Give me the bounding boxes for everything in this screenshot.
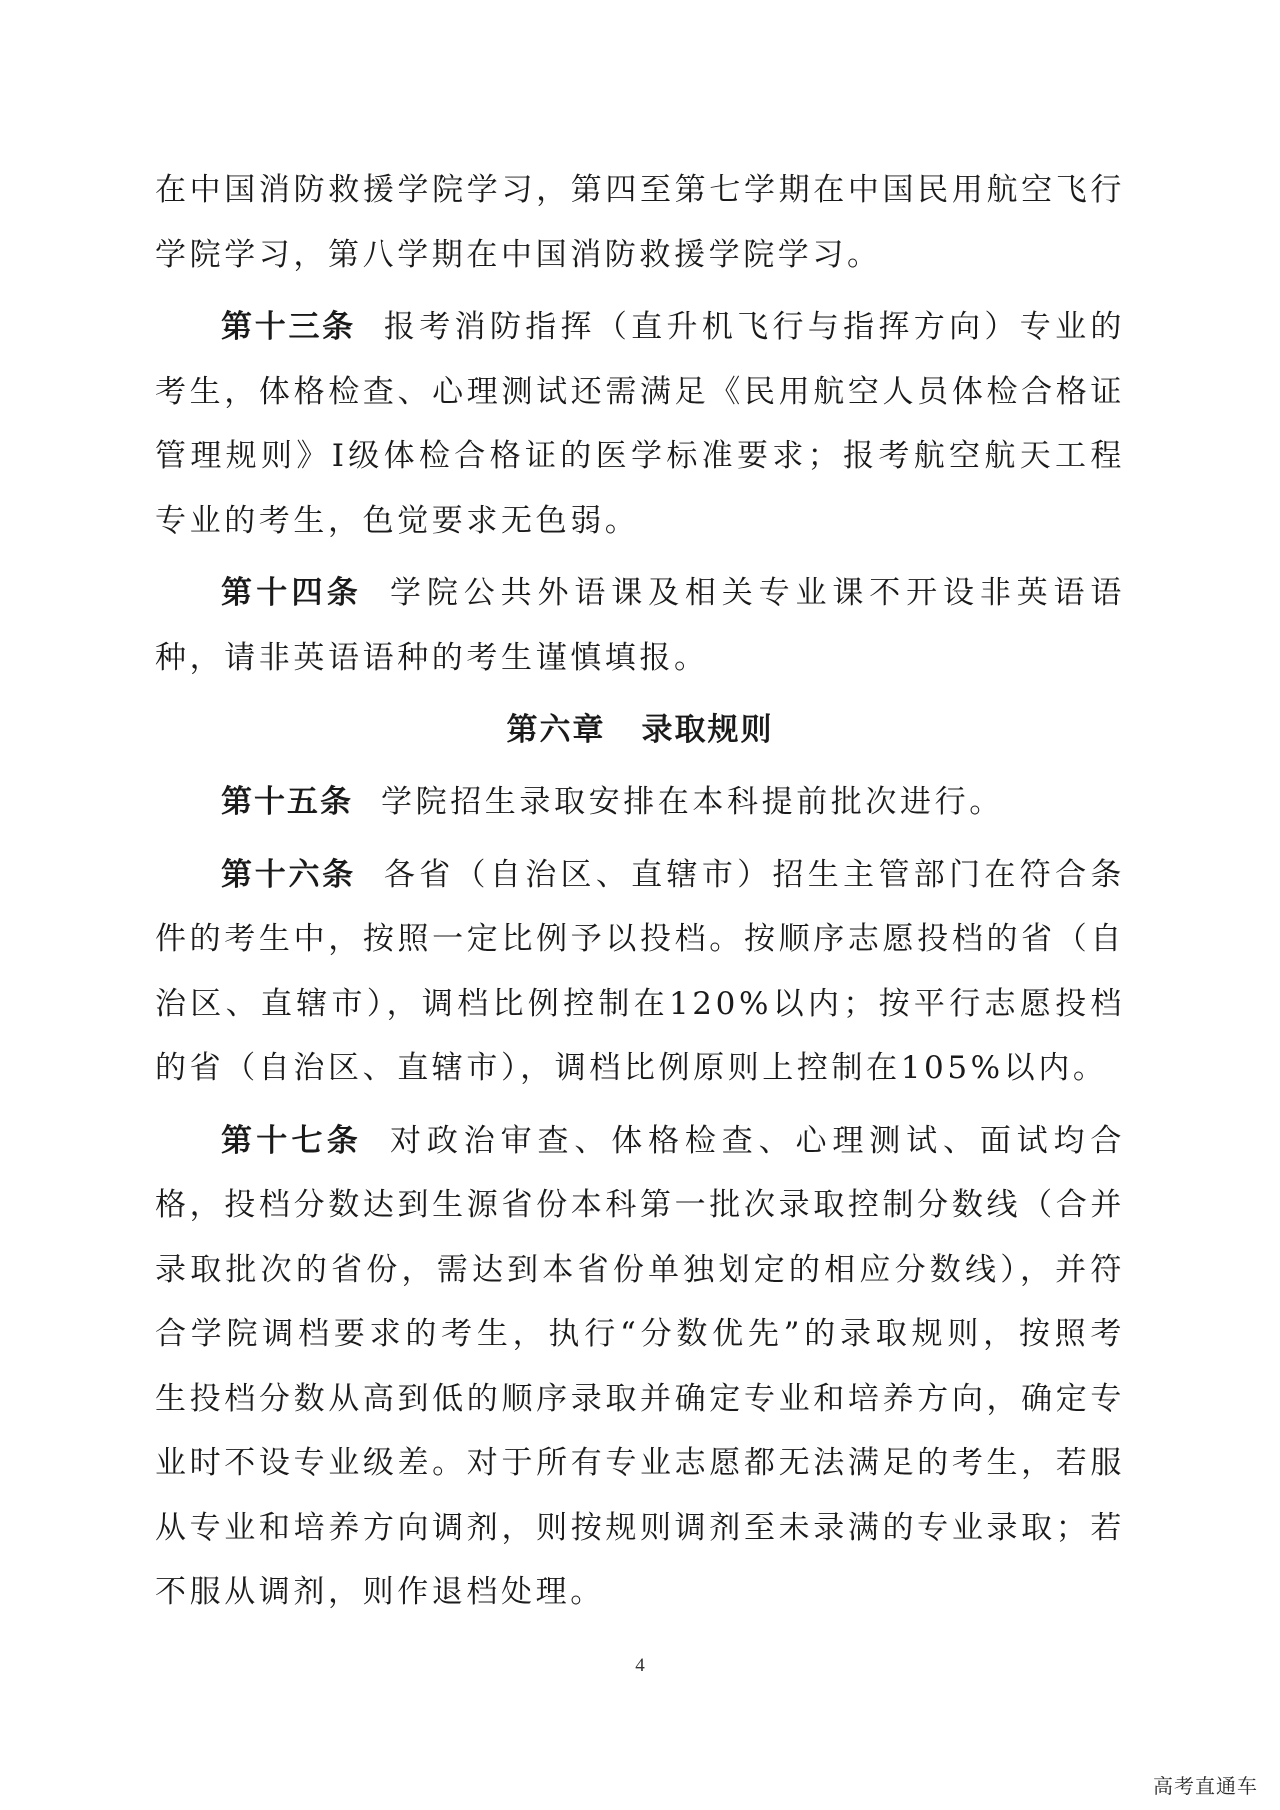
page-number: 4	[635, 1655, 645, 1676]
article-17	[155, 1109, 1125, 1625]
article-13	[155, 295, 1125, 553]
chapter-heading	[155, 698, 1125, 762]
article-heading: 第十四条	[221, 575, 363, 611]
article-14	[155, 561, 1125, 690]
paragraph-text: 各省（自治区、直辖市）招生主管部门在符合条件的考生中，按照一定比例予以投档。按顺序志愿投档的省（自治区、直辖市），调档比例控制在120%以内；按平行志愿投档的省（自治区、直辖市），调档比例原则上控制在105%以内。	[155, 856, 1125, 1086]
article-heading: 第十三条	[221, 309, 356, 345]
chapter-title: 录取规则	[641, 712, 774, 748]
paragraph-continued	[155, 158, 1125, 287]
watermark-text: 高考直通车	[1153, 1774, 1258, 1798]
paragraph-text: 学院招生录取安排在本科提前批次进行。	[381, 784, 1004, 820]
paragraph-text: 学院公共外语课及相关专业课不开设非英语语种，请非英语语种的考生谨慎填报。	[155, 575, 1126, 676]
paragraph-text: 对政治审查、体格检查、心理测试、面试均合格，投档分数达到生源省份本科第一批次录取控制分数线（合并录取批次的省份，需达到本省份单独划定的相应分数线），并符合学院调档要求的考生，执行“分数优先”的录取规则，按照考生投档分数从高到低的顺序录取并确定专业和培养方向，确定专业时不设专业级差。对于所有专业志愿都无法满足的考生，若服从专业和培养方向调剂，则按规则调剂至未录满的专业录取；若不服从调剂，则作退档处理。	[155, 1122, 1126, 1610]
document-body	[155, 158, 1125, 1633]
article-16	[155, 843, 1125, 1101]
paragraph-text: 报考消防指挥（直升机飞行与指挥方向）专业的考生，体格检查、心理测试还需满足《民用航空人员体检合格证管理规则》I级体检合格证的医学标准要求；报考航空航天工程专业的考生，色觉要求无色弱。	[155, 309, 1125, 539]
article-heading: 第十七条	[221, 1122, 363, 1159]
article-15	[155, 770, 1125, 835]
article-heading: 第十六条	[221, 856, 356, 893]
chapter-number: 第六章	[506, 712, 606, 748]
article-heading: 第十五条	[221, 784, 353, 820]
paragraph-text: 在中国消防救援学院学习，第四至第七学期在中国民用航空飞行学院学习，第八学期在中国消防救援学院学习。	[155, 172, 1125, 273]
